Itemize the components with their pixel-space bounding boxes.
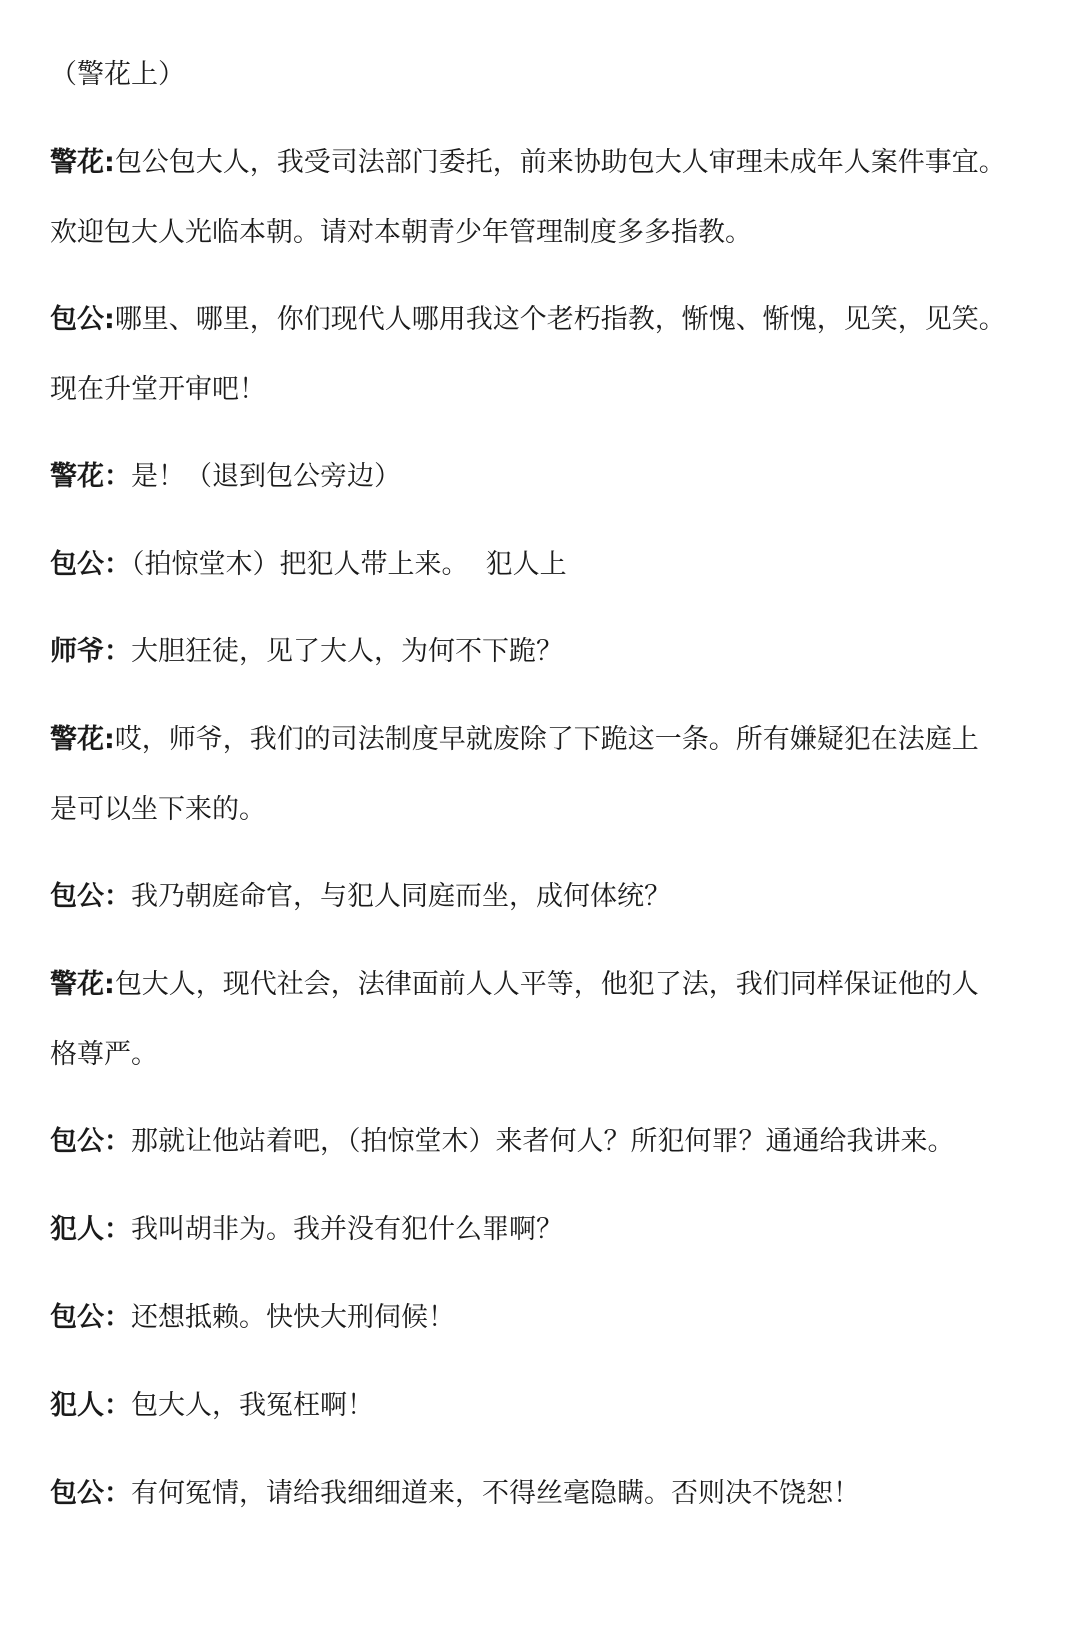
dialogue-line [50, 1476, 1040, 1512]
dialogue-continuation: 格尊严。 [50, 1039, 158, 1070]
dialogue-continuation: 欢迎包大人光临本朝。请对本朝青少年管理制度多多指教。 [50, 217, 752, 248]
dialogue-line [50, 722, 1040, 758]
dialogue-line [50, 634, 1040, 670]
speaker-label: 包公： [50, 1478, 131, 1509]
speaker-label: 包公： [50, 1126, 131, 1157]
dialogue-line [50, 967, 1040, 1003]
dialogue-text: 我叫胡非为。我并没有犯什么罪啊？ [131, 1214, 563, 1245]
speaker-label: 包公: [50, 304, 115, 335]
dialogue-text: 包大人，现代社会，法律面前人人平等，他犯了法，我们同样保证他的人 [114, 969, 979, 1000]
dialogue-text: 那就让他站着吧，（拍惊堂木）来者何人？所犯何罪？通通给我讲来。 [131, 1126, 955, 1157]
dialogue-text: 包大人，我冤枉啊！ [131, 1390, 374, 1421]
speaker-label: 警花： [50, 461, 131, 492]
speaker-label: 包公： [50, 549, 131, 580]
dialogue-text: 还想抵赖。快快大刑伺候！ [131, 1302, 455, 1333]
speaker-label: 警花: [50, 969, 115, 1000]
dialogue-line [50, 879, 1040, 915]
speaker-label: 师爷： [50, 636, 131, 667]
dialogue-continuation: 是可以坐下来的。 [50, 794, 266, 825]
speaker-label: 包公： [50, 1302, 131, 1333]
dialogue-line [50, 1212, 1040, 1248]
dialogue-text: 有何冤情，请给我细细道来，不得丝毫隐瞒。否则决不饶恕！ [131, 1478, 860, 1509]
speaker-label: 警花: [50, 724, 115, 755]
dialogue-text: 是！（退到包公旁边） [131, 461, 401, 492]
dialogue-line [50, 302, 1040, 338]
dialogue-line [50, 547, 1040, 583]
dialogue-line [50, 459, 1040, 495]
dialogue-line [50, 145, 1040, 181]
dialogue-text: 包公包大人，我受司法部门委托，前来协助包大人审理未成年人案件事宜。 [114, 147, 1006, 178]
dialogue-line [50, 1124, 1040, 1160]
dialogue-text: 哪里、哪里，你们现代人哪用我这个老朽指教，惭愧、惭愧，见笑，见笑。 [114, 304, 1006, 335]
stage-direction: （警花上） [50, 59, 185, 90]
dialogue-text: 我乃朝庭命官，与犯人同庭而坐，成何体统？ [131, 881, 671, 912]
dialogue-text: 大胆狂徒，见了大人，为何不下跪？ [131, 636, 563, 667]
dialogue-continuation: 现在升堂开审吧！ [50, 374, 266, 405]
dialogue-line [50, 1388, 1040, 1424]
speaker-label: 犯人： [50, 1214, 131, 1245]
dialogue-text: 哎，师爷，我们的司法制度早就废除了下跪这一条。所有嫌疑犯在法庭上 [114, 724, 979, 755]
dialogue-text: （拍惊堂木）把犯人带上来。 犯人上 [131, 549, 567, 580]
speaker-label: 包公： [50, 881, 131, 912]
speaker-label: 警花: [50, 147, 115, 178]
speaker-label: 犯人： [50, 1390, 131, 1421]
dialogue-line [50, 1300, 1040, 1336]
